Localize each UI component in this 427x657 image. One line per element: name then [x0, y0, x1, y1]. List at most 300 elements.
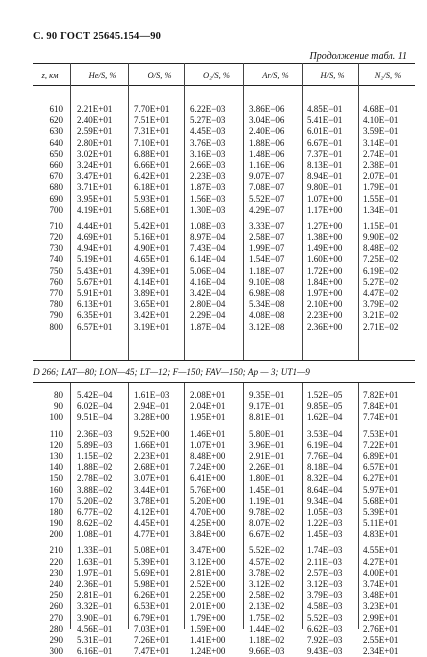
value-cell: 8.62E−02: [77, 518, 113, 529]
table-row: [0, 507, 427, 518]
value-cell: 7.53E+01: [363, 428, 399, 439]
value-cell: 6.79E+01: [134, 612, 170, 623]
value-cell: 1.27E+00: [307, 220, 343, 231]
value-cell: 2.36E+00: [307, 321, 343, 332]
value-cell: 2.10E+00: [307, 299, 343, 310]
value-cell: 2.99E+01: [363, 612, 399, 623]
value-cell: 2.80E−04: [190, 299, 226, 310]
value-cell: 7.43E−04: [190, 243, 226, 254]
value-cell: 3.88E−02: [77, 484, 113, 495]
value-cell: 1.84E+00: [307, 276, 343, 287]
value-cell: 4.58E−03: [307, 601, 343, 612]
altitude-cell: 790: [49, 310, 63, 321]
params-top-rule: [33, 360, 415, 361]
value-cell: 5.42E−04: [77, 390, 113, 400]
value-cell: 3.96E−01: [249, 439, 285, 450]
value-cell: 9.07E−07: [249, 171, 285, 182]
altitude-cell: 680: [49, 182, 63, 193]
value-cell: 1.97E−01: [77, 567, 113, 578]
value-cell: 8.13E−01: [307, 159, 343, 170]
value-cell: 6.67E−02: [249, 529, 285, 540]
value-cell: 6.41E+00: [190, 473, 226, 484]
value-cell: 3.47E+00: [190, 545, 226, 556]
value-cell: 1.08E−01: [77, 529, 113, 540]
altitude-cell: 670: [49, 171, 63, 182]
value-cell: 8.48E−02: [363, 243, 399, 254]
value-cell: 3.47E+01: [77, 171, 113, 182]
table-row: [0, 126, 427, 137]
value-cell: 8.94E−01: [307, 171, 343, 182]
value-cell: 1.60E+00: [307, 254, 343, 265]
value-cell: 5.20E+00: [190, 495, 226, 506]
value-cell: 2.52E+00: [190, 579, 226, 589]
value-cell: 6.14E−04: [190, 254, 226, 265]
value-cell: 5.89E−03: [77, 439, 113, 450]
value-cell: 4.83E+01: [363, 529, 399, 540]
value-cell: 6.18E+01: [134, 182, 170, 193]
table-row: [0, 496, 427, 507]
value-cell: 5.42E+01: [134, 220, 170, 231]
value-cell: 4.00E+01: [363, 567, 399, 578]
value-cell: 1.72E+00: [307, 265, 343, 276]
value-cell: 3.14E−01: [363, 137, 399, 148]
value-cell: 7.25E−02: [363, 254, 399, 265]
value-cell: 7.92E−03: [307, 634, 343, 645]
value-cell: 6.26E+01: [134, 590, 170, 601]
value-cell: 5.20E−02: [77, 495, 113, 506]
table-row: [0, 568, 427, 579]
value-cell: 2.74E−01: [363, 148, 399, 159]
altitude-cell: 640: [49, 137, 63, 148]
value-cell: 1.34E−01: [363, 204, 399, 215]
value-cell: 4.70E+00: [190, 506, 226, 517]
altitude-cell: 720: [49, 232, 63, 243]
value-cell: 4.12E+01: [134, 506, 170, 517]
table-row: [0, 401, 427, 412]
value-cell: 2.11E−03: [307, 556, 342, 567]
value-cell: 8.07E−02: [249, 518, 285, 529]
altitude-cell: 700: [49, 204, 63, 215]
value-cell: 6.19E−04: [307, 439, 343, 450]
value-cell: 3.65E+01: [134, 299, 170, 310]
altitude-cell: 690: [49, 193, 63, 204]
value-cell: 7.22E+01: [363, 439, 399, 450]
value-cell: 5.06E−04: [190, 265, 226, 276]
value-cell: 3.89E+01: [134, 288, 170, 298]
value-cell: 7.47E+01: [134, 646, 170, 657]
value-cell: 7.08E−07: [249, 182, 285, 193]
value-cell: 7.74E+01: [363, 412, 399, 423]
value-cell: 4.27E+01: [363, 556, 399, 567]
value-cell: 2.58E−07: [249, 232, 285, 243]
value-cell: 2.40E−06: [249, 126, 285, 137]
value-cell: 7.26E+01: [134, 634, 170, 645]
altitude-cell: 300: [49, 646, 63, 657]
value-cell: 6.53E+01: [134, 601, 170, 612]
value-cell: 2.29E−04: [190, 310, 226, 321]
altitude-cell: 270: [49, 612, 63, 623]
value-cell: 3.86E−06: [249, 104, 285, 114]
table-row: [0, 266, 427, 277]
altitude-cell: 170: [49, 495, 63, 506]
value-cell: 7.31E+01: [134, 126, 170, 137]
value-cell: 6.88E+01: [134, 148, 170, 159]
altitude-cell: 800: [49, 321, 63, 332]
value-cell: 6.02E−04: [77, 401, 113, 412]
value-cell: 2.36E−01: [77, 579, 113, 589]
value-cell: 1.33E−01: [77, 545, 113, 556]
parameters-line: D 266; LAT—80; LON—45; LT—12; F—150; FAV—150; Ap — 3; UT1—9: [33, 367, 310, 377]
value-cell: 9.90E−02: [363, 232, 399, 243]
value-cell: 3.84E+00: [190, 529, 226, 540]
value-cell: 1.07E+01: [190, 439, 226, 450]
value-cell: 3.28E+00: [134, 412, 170, 423]
value-cell: 1.46E+01: [190, 428, 226, 439]
value-cell: 7.51E+01: [134, 115, 170, 126]
value-cell: 7.84E+01: [363, 401, 399, 412]
value-cell: 1.88E−06: [249, 137, 285, 148]
value-cell: 5.31E−01: [77, 634, 113, 645]
value-cell: 5.16E+01: [134, 232, 170, 243]
column-header: O/S, %: [147, 70, 172, 80]
table-row: [0, 390, 427, 401]
altitude-cell: 620: [49, 115, 63, 126]
value-cell: 6.98E−08: [249, 288, 285, 298]
table-row: [0, 518, 427, 529]
params-bottom-rule: [33, 382, 415, 383]
value-cell: 4.25E+00: [190, 518, 226, 529]
value-cell: 1.55E−01: [363, 193, 399, 204]
value-cell: 2.23E−03: [190, 171, 226, 182]
altitude-cell: 650: [49, 148, 63, 159]
value-cell: 3.12E+00: [190, 556, 226, 567]
value-cell: 1.74E−03: [307, 545, 343, 556]
table-row: [0, 579, 427, 590]
value-cell: 3.19E+01: [134, 321, 170, 332]
value-cell: 1.95E+01: [190, 412, 226, 423]
column-header: He/S, %: [88, 70, 117, 80]
value-cell: 6.42E+01: [134, 171, 170, 182]
value-cell: 5.19E+01: [77, 254, 113, 265]
value-cell: 3.16E−03: [190, 148, 226, 159]
value-cell: 3.74E+01: [363, 579, 399, 589]
value-cell: 9.10E−08: [249, 276, 285, 287]
value-cell: 4.47E−02: [363, 288, 399, 298]
table-row: [0, 221, 427, 232]
value-cell: 5.69E+01: [134, 567, 170, 578]
value-cell: 6.19E−02: [363, 265, 399, 276]
value-cell: 4.69E+01: [77, 232, 113, 243]
altitude-cell: 760: [49, 276, 63, 287]
value-cell: 9.78E−02: [249, 506, 285, 517]
value-cell: 4.19E+01: [77, 204, 113, 215]
table-row: [0, 412, 427, 423]
value-cell: 6.01E−01: [307, 126, 343, 137]
value-cell: 4.45E+01: [134, 518, 170, 529]
value-cell: 5.52E−02: [249, 545, 285, 556]
value-cell: 2.36E−03: [77, 428, 113, 439]
altitude-cell: 190: [49, 518, 63, 529]
table-row: [0, 310, 427, 321]
value-cell: 3.42E−04: [190, 288, 226, 298]
altitude-cell: 630: [49, 126, 63, 137]
table-row: [0, 429, 427, 440]
value-cell: 3.78E+01: [134, 495, 170, 506]
value-cell: 1.44E−02: [249, 623, 285, 634]
value-cell: 4.10E−01: [363, 115, 399, 126]
value-cell: 4.65E+01: [134, 254, 170, 265]
value-cell: 5.76E+00: [190, 484, 226, 495]
value-cell: 3.32E−01: [77, 601, 113, 612]
value-cell: 8.97E−04: [190, 232, 226, 243]
value-cell: 2.38E−01: [363, 159, 399, 170]
value-cell: 9.35E−01: [249, 390, 285, 400]
altitude-cell: 780: [49, 299, 63, 310]
table-row: [0, 182, 427, 193]
value-cell: 1.30E−03: [190, 204, 226, 215]
table-row: [0, 288, 427, 299]
altitude-cell: 610: [49, 104, 63, 114]
value-cell: 2.59E+01: [77, 126, 113, 137]
altitude-cell: 220: [49, 556, 63, 567]
value-cell: 3.24E+01: [77, 159, 113, 170]
altitude-cell: 260: [49, 601, 63, 612]
altitude-cell: 230: [49, 567, 63, 578]
table-row: [0, 590, 427, 601]
value-cell: 6.22E−03: [190, 104, 226, 114]
value-cell: 9.17E−01: [249, 401, 285, 412]
value-cell: 4.44E+01: [77, 220, 113, 231]
table-row: [0, 171, 427, 182]
value-cell: 2.34E+01: [363, 646, 399, 657]
value-cell: 2.80E+01: [77, 137, 113, 148]
value-cell: 1.15E−02: [77, 450, 113, 461]
value-cell: 1.24E+00: [190, 646, 226, 657]
value-cell: 8.48E+00: [190, 450, 226, 461]
altitude-cell: 80: [54, 390, 63, 400]
value-cell: 1.56E−03: [190, 193, 226, 204]
table-row: [0, 557, 427, 568]
table-row: [0, 205, 427, 216]
value-cell: 2.57E−03: [307, 567, 343, 578]
value-cell: 1.22E−03: [307, 518, 343, 529]
value-cell: 4.90E+01: [134, 243, 170, 254]
value-cell: 9.85E−05: [307, 401, 343, 412]
value-cell: 6.62E−03: [307, 623, 343, 634]
table-row: [0, 635, 427, 646]
value-cell: 5.52E−07: [249, 193, 285, 204]
table-row: [0, 529, 427, 540]
column-header: O₂/S, %: [202, 70, 231, 80]
value-cell: 2.78E−02: [77, 473, 113, 484]
table-row: [0, 485, 427, 496]
value-cell: 8.64E−04: [307, 484, 343, 495]
value-cell: 9.52E+00: [134, 428, 170, 439]
value-cell: 5.52E−03: [307, 612, 343, 623]
table-row: [0, 322, 427, 333]
value-cell: 4.16E−04: [190, 276, 226, 287]
value-cell: 2.94E−01: [134, 401, 170, 412]
value-cell: 1.66E+01: [134, 439, 170, 450]
value-cell: 9.34E−04: [307, 495, 343, 506]
value-cell: 5.27E−02: [363, 276, 399, 287]
value-cell: 5.68E+01: [363, 495, 399, 506]
value-cell: 1.45E−01: [249, 484, 285, 495]
table-continuation-label: Продолжение табл. 11: [309, 51, 407, 62]
altitude-cell: 290: [49, 634, 63, 645]
value-cell: 1.62E−04: [307, 412, 343, 423]
value-cell: 1.79E+00: [190, 612, 226, 623]
value-cell: 3.42E+01: [134, 310, 170, 321]
value-cell: 1.80E−01: [249, 473, 285, 484]
value-cell: 7.24E+00: [190, 462, 226, 473]
value-cell: 3.53E−04: [307, 428, 343, 439]
value-cell: 5.80E−01: [249, 428, 285, 439]
altitude-cell: 140: [49, 462, 63, 473]
value-cell: 1.75E−02: [249, 612, 285, 623]
value-cell: 7.76E−04: [307, 450, 343, 461]
value-cell: 3.76E−03: [190, 137, 226, 148]
value-cell: 1.45E−03: [307, 529, 343, 540]
value-cell: 8.18E−04: [307, 462, 343, 473]
altitude-cell: 660: [49, 159, 63, 170]
value-cell: 3.21E−02: [363, 310, 399, 321]
table-row: [0, 277, 427, 288]
value-cell: 7.37E−01: [307, 148, 343, 159]
table-row: [0, 194, 427, 205]
value-cell: 3.95E+01: [77, 193, 113, 204]
value-cell: 1.54E−07: [249, 254, 285, 265]
value-cell: 2.58E−02: [249, 590, 285, 601]
value-cell: 3.07E+01: [134, 473, 170, 484]
value-cell: 3.48E+01: [363, 590, 399, 601]
value-cell: 5.34E−08: [249, 299, 285, 310]
value-cell: 9.43E−03: [307, 646, 343, 657]
altitude-cell: 280: [49, 623, 63, 634]
value-cell: 6.13E+01: [77, 299, 113, 310]
table-row: [0, 243, 427, 254]
value-cell: 6.77E−02: [77, 506, 113, 517]
value-cell: 1.52E−05: [307, 390, 343, 400]
value-cell: 5.41E−01: [307, 115, 343, 126]
value-cell: 4.29E−07: [249, 204, 285, 215]
value-cell: 6.89E+01: [363, 450, 399, 461]
value-cell: 1.99E−07: [249, 243, 285, 254]
value-cell: 2.26E−01: [249, 462, 285, 473]
value-cell: 1.79E−01: [363, 182, 399, 193]
value-cell: 5.43E+01: [77, 265, 113, 276]
value-cell: 5.39E+01: [363, 506, 399, 517]
value-cell: 4.55E+01: [363, 545, 399, 556]
table-row: [0, 624, 427, 635]
table-row: [0, 646, 427, 657]
value-cell: 2.23E+00: [307, 310, 343, 321]
value-cell: 4.14E+01: [134, 276, 170, 287]
value-cell: 1.87E−04: [190, 321, 226, 332]
table-section-1: [0, 104, 427, 333]
value-cell: 8.81E−01: [249, 412, 285, 423]
value-cell: 2.13E−02: [249, 601, 285, 612]
altitude-cell: 250: [49, 590, 63, 601]
value-cell: 1.59E+00: [190, 623, 226, 634]
value-cell: 4.77E+01: [134, 529, 170, 540]
value-cell: 5.68E+01: [134, 204, 170, 215]
value-cell: 2.55E+01: [363, 634, 399, 645]
value-cell: 3.04E−06: [249, 115, 285, 126]
value-cell: 5.08E+01: [134, 545, 170, 556]
value-cell: 2.81E−01: [77, 590, 113, 601]
value-cell: 5.67E+01: [77, 276, 113, 287]
table-row: [0, 160, 427, 171]
value-cell: 1.18E−07: [249, 265, 285, 276]
value-cell: 2.66E−03: [190, 159, 226, 170]
value-cell: 6.35E+01: [77, 310, 113, 321]
value-cell: 3.23E+01: [363, 601, 399, 612]
value-cell: 2.91E−01: [249, 450, 285, 461]
value-cell: 2.40E+01: [77, 115, 113, 126]
value-cell: 5.27E−03: [190, 115, 226, 126]
value-cell: 1.63E−01: [77, 556, 113, 567]
value-cell: 1.38E+00: [307, 232, 343, 243]
table-row: [0, 440, 427, 451]
value-cell: 7.03E+01: [134, 623, 170, 634]
value-cell: 6.57E+01: [363, 462, 399, 473]
value-cell: 7.10E+01: [134, 137, 170, 148]
table-row: [0, 462, 427, 473]
altitude-cell: 130: [49, 450, 63, 461]
table-row: [0, 613, 427, 624]
altitude-cell: 740: [49, 254, 63, 265]
value-cell: 6.57E+01: [77, 321, 113, 332]
value-cell: 1.97E+00: [307, 288, 343, 298]
altitude-cell: 710: [49, 220, 63, 231]
value-cell: 2.08E+01: [190, 390, 226, 400]
value-cell: 3.90E−01: [77, 612, 113, 623]
value-cell: 1.17E+00: [307, 204, 343, 215]
altitude-cell: 180: [49, 506, 63, 517]
table-row: [0, 232, 427, 243]
value-cell: 1.18E−02: [249, 634, 285, 645]
column-header: N₂/S, %: [374, 70, 402, 80]
altitude-cell: 240: [49, 579, 63, 589]
table-row: [0, 545, 427, 556]
table-row: [0, 104, 427, 115]
value-cell: 3.02E+01: [77, 148, 113, 159]
value-cell: 5.97E+01: [363, 484, 399, 495]
value-cell: 1.48E−06: [249, 148, 285, 159]
page-header: С. 90 ГОСТ 25645.154—90: [33, 31, 162, 42]
value-cell: 3.79E−03: [307, 590, 343, 601]
column-header: z, км: [41, 70, 59, 80]
value-cell: 1.16E−06: [249, 159, 285, 170]
value-cell: 3.12E−08: [249, 321, 285, 332]
value-cell: 2.01E+00: [190, 601, 226, 612]
value-cell: 5.98E+01: [134, 579, 170, 589]
altitude-cell: 110: [49, 428, 63, 439]
column-header: H/S, %: [320, 70, 345, 80]
value-cell: 3.71E+01: [77, 182, 113, 193]
value-cell: 2.81E+00: [190, 567, 226, 578]
table-row: [0, 299, 427, 310]
value-cell: 9.66E−03: [249, 646, 285, 657]
table-row: [0, 149, 427, 160]
table-section-2: [0, 390, 427, 657]
value-cell: 5.39E+01: [134, 556, 170, 567]
value-cell: 4.85E−01: [307, 104, 343, 114]
value-cell: 1.19E−01: [249, 495, 285, 506]
value-cell: 4.68E−01: [363, 104, 399, 114]
value-cell: 1.87E−03: [190, 182, 226, 193]
